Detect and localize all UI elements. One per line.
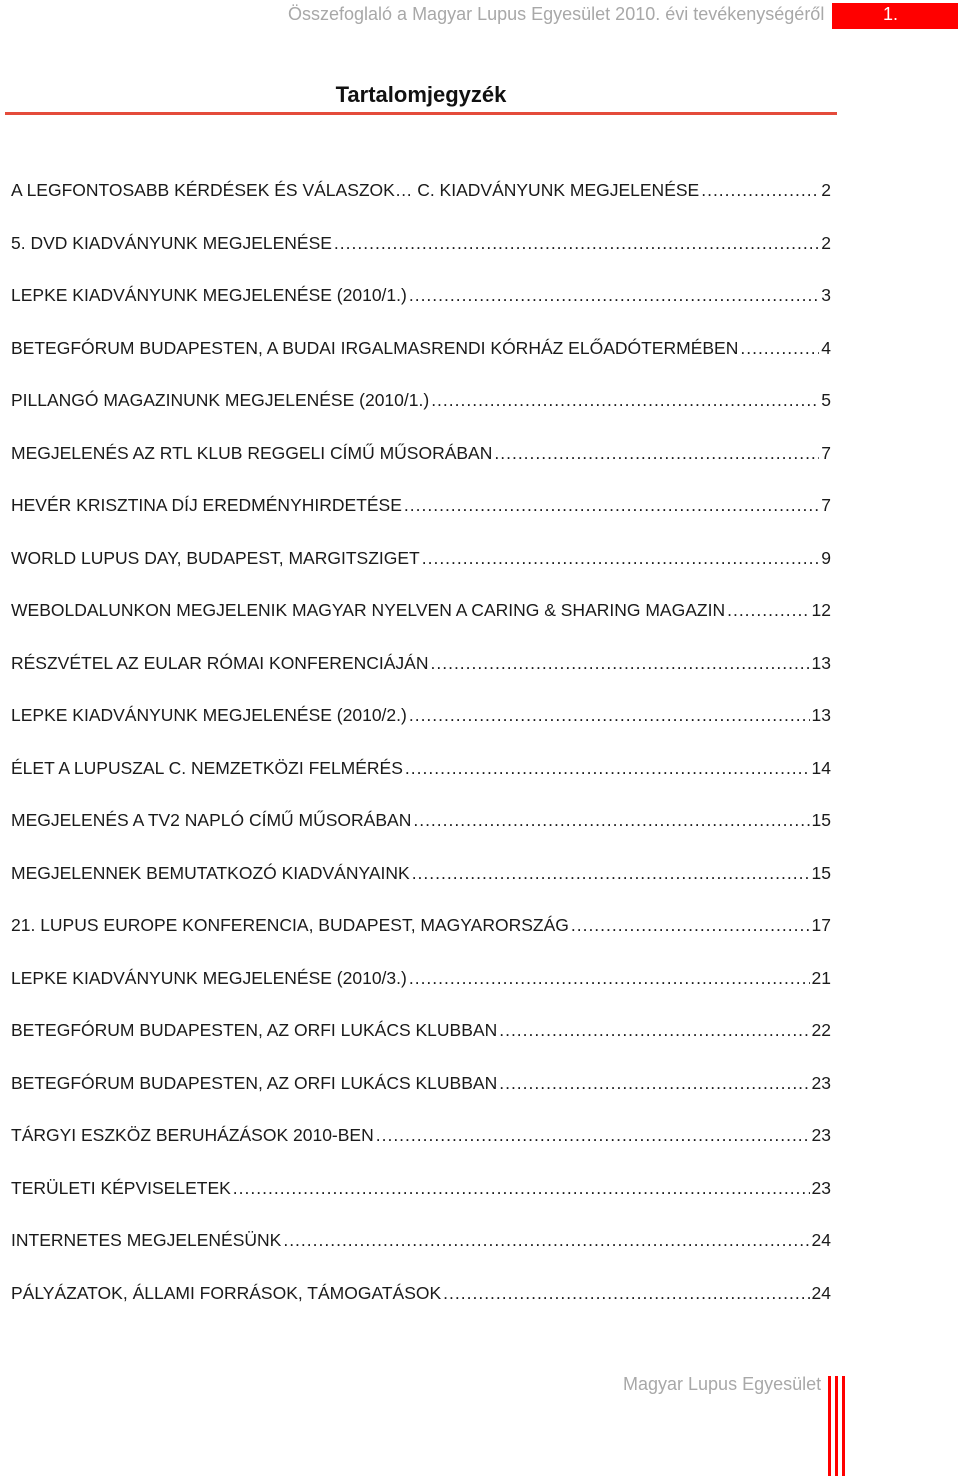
toc-leader-dots: [701, 180, 819, 201]
toc-leader-dots: [431, 653, 810, 674]
toc-entry[interactable]: [11, 600, 831, 653]
toc-leader-dots: [412, 863, 810, 884]
toc-entry-page: 24: [811, 1282, 831, 1303]
toc-entry-title: PILLANGÓ MAGAZINUNK MEGJELENÉSE (2010/1.): [11, 390, 430, 410]
toc-entry-title: BETEGFÓRUM BUDAPESTEN, AZ ORFI LUKÁCS KLUBBAN: [11, 1072, 498, 1093]
toc-entry[interactable]: [11, 758, 831, 811]
toc-leader-dots: [413, 810, 809, 831]
toc-entry-page: 22: [811, 1020, 831, 1040]
toc-entry-title: ÉLET A LUPUSZAL C. NEMZETKÖZI FELMÉRÉS: [11, 757, 403, 778]
toc-leader-dots: [499, 1073, 809, 1094]
heading-underline: [5, 112, 837, 115]
toc-entry-page: 13: [811, 652, 831, 673]
toc-leader-dots: [431, 390, 819, 411]
toc-entry-title: WEBOLDALUNKON MEGJELENIK MAGYAR NYELVEN A CARING & SHARING MAGAZIN: [11, 600, 726, 620]
toc-entry[interactable]: [11, 968, 831, 1021]
toc-entry[interactable]: [11, 338, 831, 391]
toc-entry-title: MEGJELENÉS AZ RTL KLUB REGGELI CÍMŰ MŰSORÁBAN: [11, 442, 493, 463]
toc-entry-title: TERÜLETI KÉPVISELETEK: [11, 1177, 231, 1198]
toc-entry-title: RÉSZVÉTEL AZ EULAR RÓMAI KONFERENCIÁJÁN: [11, 652, 429, 673]
toc-heading: Tartalomjegyzék: [335, 82, 507, 107]
toc-entry[interactable]: [11, 1283, 831, 1336]
toc-entry-page: 14: [811, 757, 831, 778]
toc-leader-dots: [376, 1125, 810, 1146]
toc-entry-page: 4: [821, 337, 831, 358]
toc-entry-page: 23: [811, 1177, 831, 1198]
toc-entry[interactable]: [11, 443, 831, 496]
toc-leader-dots: [334, 233, 819, 254]
toc-entry-page: 2: [821, 232, 831, 253]
toc-entry[interactable]: [11, 390, 831, 443]
toc-entry-page: 13: [811, 705, 831, 725]
toc-entry[interactable]: [11, 285, 831, 338]
toc-entry-title: HEVÉR KRISZTINA DÍJ EREDMÉNYHIRDETÉSE: [11, 495, 402, 515]
footer-organization: Magyar Lupus Egyesület: [623, 1374, 822, 1394]
toc-entry-title: MEGJELENÉS A TV2 NAPLÓ CÍMŰ MŰSORÁBAN: [11, 810, 412, 830]
toc-entry-page: 2: [821, 180, 831, 200]
toc-leader-dots: [409, 968, 810, 989]
toc-entry-title: BETEGFÓRUM BUDAPESTEN, AZ ORFI LUKÁCS KLUBBAN: [11, 1020, 498, 1040]
toc-entry-title: A LEGFONTOSABB KÉRDÉSEK ÉS VÁLASZOK… C. KIADVÁNYUNK MEGJELENÉSE: [11, 180, 700, 200]
toc-leader-dots: [727, 600, 809, 621]
toc-leader-dots: [422, 548, 820, 569]
toc-entry[interactable]: [11, 1178, 831, 1231]
toc-leader-dots: [409, 705, 810, 726]
toc-entry-title: 5. DVD KIADVÁNYUNK MEGJELENÉSE: [11, 232, 332, 253]
toc-leader-dots: [443, 1283, 809, 1304]
toc-entry[interactable]: [11, 180, 831, 233]
toc-entry[interactable]: [11, 863, 831, 916]
toc-entry[interactable]: [11, 1230, 831, 1283]
toc-entry[interactable]: [11, 233, 831, 286]
toc-leader-dots: [283, 1230, 809, 1251]
toc-entry[interactable]: [11, 1073, 831, 1126]
toc-entry-title: TÁRGYI ESZKÖZ BERUHÁZÁSOK 2010-BEN: [11, 1125, 374, 1145]
toc-entry-page: 7: [821, 495, 831, 515]
toc-entry-page: 23: [811, 1125, 831, 1145]
toc-leader-dots: [233, 1178, 810, 1199]
toc-entry[interactable]: [11, 1020, 831, 1073]
footer-decorative-bars: [828, 1376, 848, 1476]
toc-leader-dots: [499, 1020, 809, 1041]
toc-leader-dots: [404, 495, 819, 516]
toc-leader-dots: [571, 915, 810, 936]
toc-entry-title: INTERNETES MEGJELENÉSÜNK: [11, 1230, 282, 1250]
toc-entry[interactable]: [11, 810, 831, 863]
toc-entry[interactable]: [11, 705, 831, 758]
toc-entry[interactable]: [11, 915, 831, 968]
toc-entry-page: 9: [821, 547, 831, 568]
toc-entry[interactable]: [11, 495, 831, 548]
toc-leader-dots: [494, 443, 819, 464]
toc-leader-dots: [740, 338, 819, 359]
toc-list: [11, 180, 831, 1335]
toc-entry-title: LEPKE KIADVÁNYUNK MEGJELENÉSE (2010/3.): [11, 967, 407, 988]
toc-entry-title: MEGJELENNEK BEMUTATKOZÓ KIADVÁNYAINK: [11, 862, 410, 883]
toc-entry-title: 21. LUPUS EUROPE KONFERENCIA, BUDAPEST, MAGYARORSZÁG: [11, 915, 569, 935]
toc-entry-title: LEPKE KIADVÁNYUNK MEGJELENÉSE (2010/2.): [11, 705, 407, 725]
toc-entry[interactable]: [11, 653, 831, 706]
toc-entry-title: WORLD LUPUS DAY, BUDAPEST, MARGITSZIGET: [11, 547, 420, 568]
toc-leader-dots: [405, 758, 810, 779]
toc-leader-dots: [409, 285, 819, 306]
toc-entry-page: 12: [811, 600, 831, 620]
page-number-badge: [832, 3, 958, 29]
toc-entry-page: 23: [811, 1072, 831, 1093]
toc-entry-page: 15: [811, 862, 831, 883]
toc-entry-page: 3: [821, 285, 831, 305]
toc-entry-page: 21: [811, 967, 831, 988]
toc-entry-page: 15: [811, 810, 831, 830]
toc-entry-title: PÁLYÁZATOK, ÁLLAMI FORRÁSOK, TÁMOGATÁSOK: [11, 1282, 442, 1303]
header-title: Összefoglaló a Magyar Lupus Egyesület 2010. évi tevékenységéről: [288, 4, 825, 24]
toc-entry-page: 17: [811, 915, 831, 935]
toc-entry-page: 5: [821, 390, 831, 410]
toc-entry-title: BETEGFÓRUM BUDAPESTEN, A BUDAI IRGALMASRENDI KÓRHÁZ ELŐADÓTERMÉBEN: [11, 337, 739, 358]
toc-entry-title: LEPKE KIADVÁNYUNK MEGJELENÉSE (2010/1.): [11, 285, 407, 305]
toc-entry[interactable]: [11, 1125, 831, 1178]
page-number: 1.: [883, 4, 899, 24]
toc-entry[interactable]: [11, 548, 831, 601]
toc-entry-page: 24: [811, 1230, 831, 1250]
toc-entry-page: 7: [821, 442, 831, 463]
